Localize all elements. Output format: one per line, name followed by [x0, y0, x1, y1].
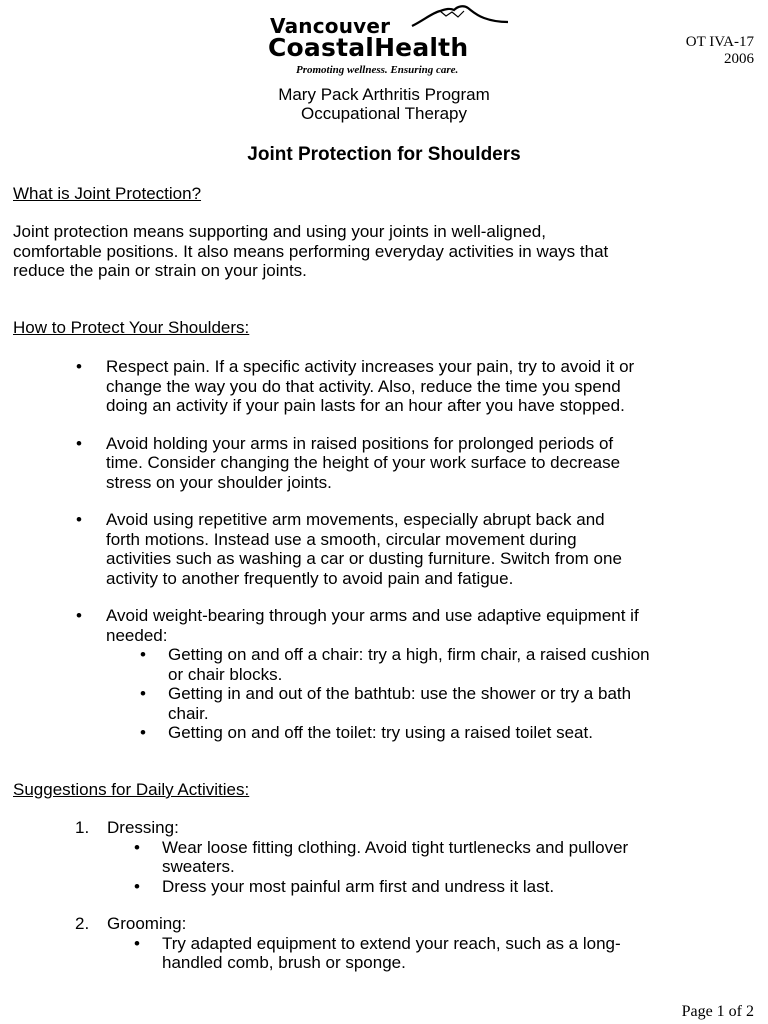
item-line: change the way you do that activity. Also, reduce the time you spend [106, 376, 621, 396]
list-item [75, 818, 757, 896]
item-line: time. Consider changing the height of your work surface to decrease [106, 453, 621, 472]
item-label: Grooming: [107, 914, 187, 933]
bullet-icon: • [140, 645, 146, 664]
section-heading-what: What is Joint Protection? [13, 184, 202, 203]
sub-list [106, 645, 756, 743]
bullet-icon: • [76, 433, 82, 453]
item-line: Avoid weight-bearing through your arms and use adaptive equipment if [106, 606, 639, 625]
list-item [76, 510, 756, 588]
sub-list-item [134, 837, 757, 877]
item-line: activities such as washing a car or dusting furniture. Switch from one [106, 549, 622, 568]
paragraph-line: reduce the pain or strain on your joints. [13, 261, 307, 280]
list-item [76, 433, 756, 493]
section-heading-daily: Suggestions for Daily Activities: [13, 780, 250, 799]
item-line: doing an activity if your pain lasts for an hour after you have stopped. [106, 396, 625, 415]
document-reference [686, 34, 754, 68]
bullet-icon: • [134, 876, 140, 896]
item-line: stress on your shoulder joints. [106, 472, 332, 492]
item-line: activity to another frequently to avoid pain and fatigue. [106, 568, 514, 588]
item-line: chair. [168, 703, 209, 723]
bullet-icon: • [134, 837, 140, 857]
item-number: 2. [75, 914, 90, 933]
sub-list-item [134, 933, 757, 973]
department-name: Occupational Therapy [300, 104, 467, 123]
page-title: Joint Protection for Shoulders [247, 144, 521, 165]
logo-tagline: Promoting wellness. Ensuring care. [296, 64, 459, 76]
sub-list-item [140, 684, 756, 723]
list-item [76, 357, 756, 416]
item-line: Try adapted equipment to extend your reach, such as a long- [162, 933, 621, 953]
bullet-icon: • [76, 510, 82, 529]
sub-list [107, 838, 757, 897]
item-line: Getting in and out of the bathtub: use the shower or try a bath [168, 684, 632, 703]
mountain-logo-icon [410, 4, 510, 34]
sub-list-item [134, 876, 757, 897]
document-year: 2006 [724, 51, 754, 67]
item-line: Respect pain. If a specific activity increases your pain, try to avoid it or [106, 357, 635, 376]
item-label: Dressing: [107, 818, 179, 837]
section-heading-how: How to Protect Your Shoulders: [13, 318, 250, 337]
item-line: or chair blocks. [168, 664, 283, 684]
page-number: Page 1 of 2 [681, 1003, 754, 1020]
item-line: Avoid holding your arms in raised positions for prolonged periods of [106, 433, 614, 453]
item-line: handled comb, brush or sponge. [162, 953, 406, 972]
bullet-icon: • [76, 606, 82, 625]
item-line: needed: [106, 625, 168, 645]
document-code: OT IVA-17 [685, 34, 754, 50]
sub-list [107, 934, 757, 973]
item-line: Getting on and off a chair: try a high, firm chair, a raised cushion [168, 645, 650, 664]
list-item [76, 606, 756, 743]
bullet-icon: • [140, 723, 146, 742]
bullet-icon: • [134, 933, 140, 953]
bullet-icon: • [76, 357, 82, 376]
item-line: Getting on and off the toilet: try using a raised toilet seat. [168, 723, 593, 742]
daily-activities-list [75, 818, 757, 973]
program-name: Mary Pack Arthritis Program [278, 85, 490, 104]
protect-list [76, 357, 756, 743]
item-line: forth motions. Instead use a smooth, circular movement during [106, 529, 577, 549]
sub-list-item [140, 723, 756, 743]
logo [262, 4, 512, 76]
paragraph-line: comfortable positions. It also means performing everyday activities in ways that [13, 241, 609, 261]
paragraph-line: Joint protection means supporting and using your joints in well-aligned, [13, 222, 546, 241]
item-number: 1. [75, 818, 90, 837]
logo-line-1: Vancouver [270, 14, 391, 38]
logo-line-2: CoastalHealth [268, 33, 469, 62]
item-line: Wear loose fitting clothing. Avoid tight turtlenecks and pullover [162, 837, 629, 857]
item-line: Dress your most painful arm first and undress it last. [162, 876, 555, 896]
list-item [75, 914, 757, 973]
bullet-icon: • [140, 684, 146, 703]
sub-list-item [140, 645, 756, 684]
intro-paragraph [13, 222, 758, 281]
item-line: Avoid using repetitive arm movements, especially abrupt back and [106, 510, 605, 529]
item-line: sweaters. [162, 857, 235, 876]
